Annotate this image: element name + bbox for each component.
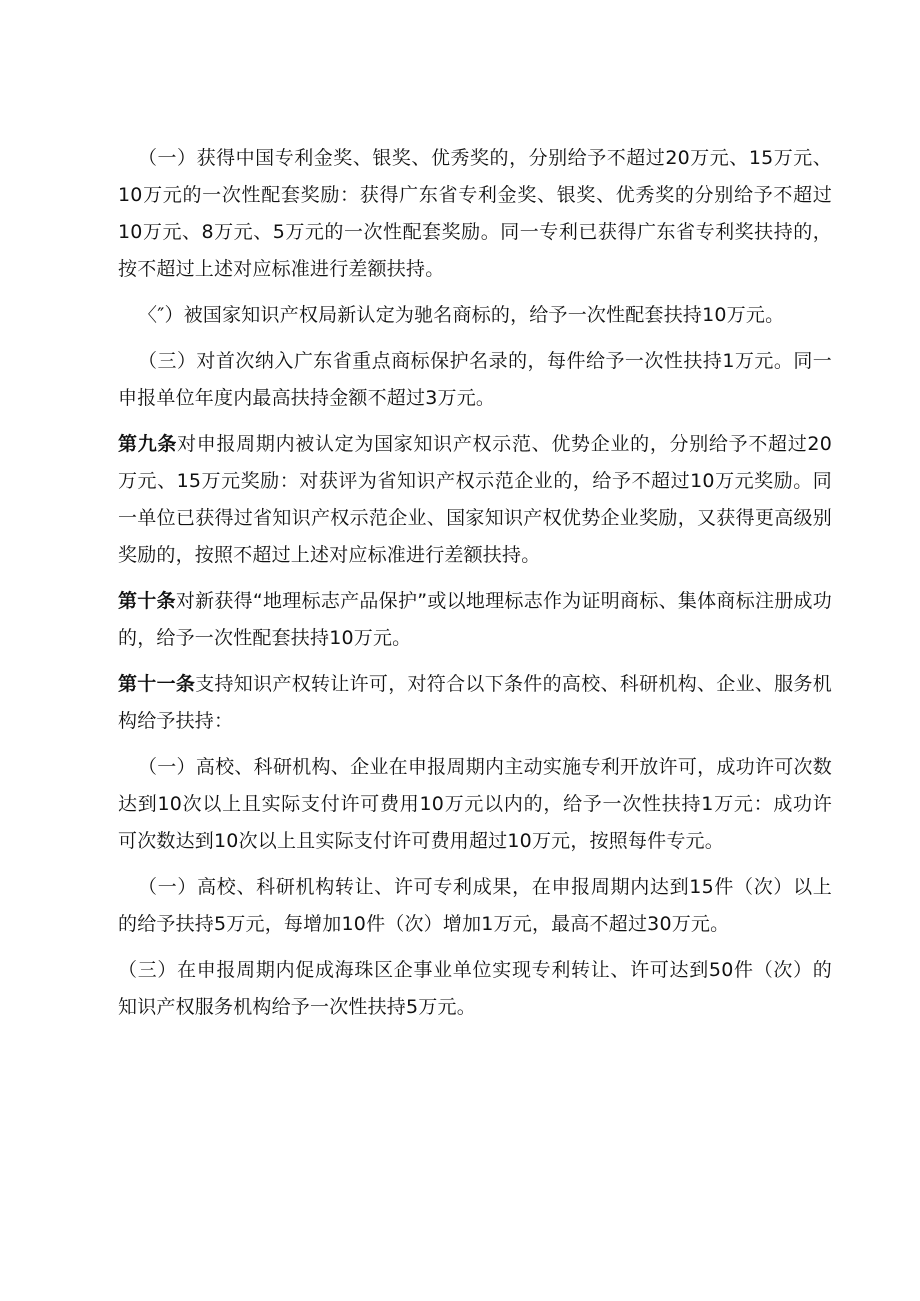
paragraph-3 <box>118 343 832 417</box>
article-9-heading: 第九条 <box>118 433 178 455</box>
article-9 <box>118 426 832 574</box>
article-11-item-1 <box>118 749 832 860</box>
paragraph-1 <box>118 140 832 288</box>
article-11-item-1-text: （一）高校、科研机构、企业在申报周期内主动实施专利开放许可，成功许可次数达到10次以上且实际支付许可费用10万元以内的，给予一次性扶持1万元：成功许可次数达到10次以上且实际支付许可费用超过10万元，按照每件专元。 <box>118 756 832 852</box>
article-10-heading: 第十条 <box>118 590 176 612</box>
paragraph-2-text: 〈″）被国家知识产权局新认定为驰名商标的，给予一次性配套扶持10万元。 <box>138 304 785 326</box>
article-11-item-2 <box>118 869 832 943</box>
article-11 <box>118 666 832 740</box>
article-11-item-3 <box>118 952 832 1026</box>
article-11-text: 支持知识产权转让许可，对符合以下条件的高校、科研机构、企业、服务机构给予扶持： <box>118 673 832 732</box>
paragraph-2 <box>118 297 832 334</box>
article-11-heading: 第十一条 <box>118 673 196 695</box>
article-11-item-3-text: （三）在申报周期内促成海珠区企事业单位实现专利转让、许可达到50件（次）的知识产权服务机构给予一次性扶持5万元。 <box>118 959 832 1018</box>
paragraph-1-text: （一）获得中国专利金奖、银奖、优秀奖的，分别给予不超过20万元、15万元、10万元的一次性配套奖励：获得广东省专利金奖、银奖、优秀奖的分别给予不超过10万元、8万元、5万元的一次性配套奖励。同一专利已获得广东省专利奖扶持的，按不超过上述对应标准进行差额扶持。 <box>118 147 832 280</box>
article-11-item-2-text: （一）高校、科研机构转让、许可专利成果，在申报周期内达到15件（次）以上的给予扶持5万元，每增加10件（次）增加1万元，最高不超过30万元。 <box>118 876 832 935</box>
article-10-text: 对新获得“地理标志产品保护”或以地理标志作为证明商标、集体商标注册成功的，给予一次性配套扶持10万元。 <box>118 590 832 649</box>
article-9-text: 对申报周期内被认定为国家知识产权示范、优势企业的，分别给予不超过20万元、15万元奖励：对获评为省知识产权示范企业的，给予不超过10万元奖励。同一单位已获得过省知识产权示范企业、国家知识产权优势企业奖励，又获得更高级别奖励的，按照不超过上述对应标准进行差额扶持。 <box>118 433 832 566</box>
article-10 <box>118 583 832 657</box>
paragraph-3-text: （三）对首次纳入广东省重点商标保护名录的，每件给予一次性扶持1万元。同一申报单位年度内最高扶持金额不超过3万元。 <box>118 350 832 409</box>
